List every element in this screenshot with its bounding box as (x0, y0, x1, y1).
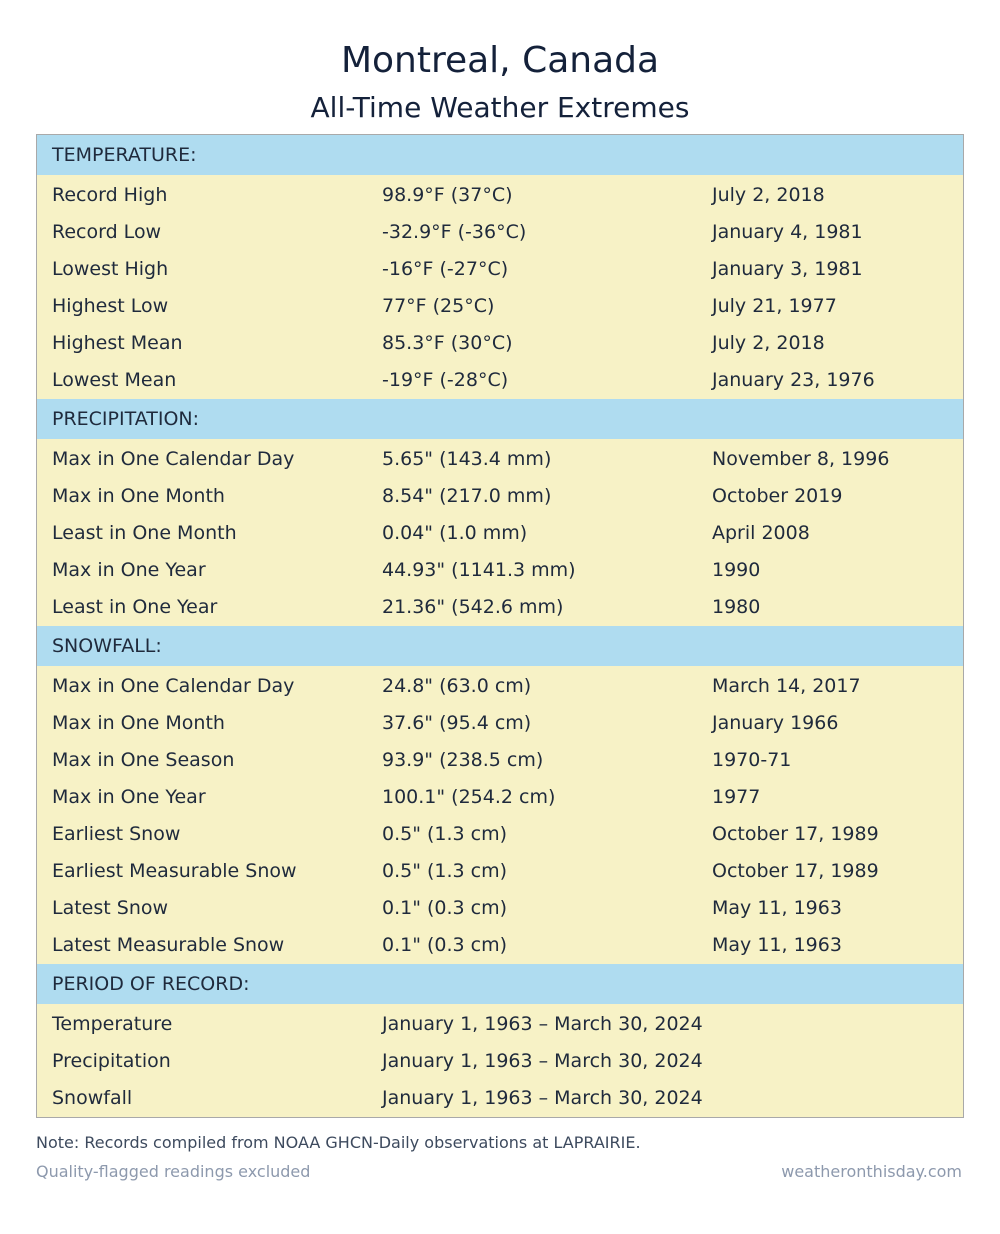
section-rows-snowfall (37, 666, 963, 964)
row-label: Record High (52, 183, 168, 206)
row-date: 1980 (712, 595, 761, 618)
row-value: 0.5" (1.3 cm) (382, 859, 508, 882)
section-rows-temperature (37, 175, 963, 399)
row-value: 85.3°F (30°C) (382, 331, 513, 354)
section-header-temperature: TEMPERATURE: (37, 135, 963, 175)
row-value: January 1, 1963 – March 30, 2024 (382, 1012, 703, 1035)
table-row (37, 741, 963, 778)
table-row (37, 889, 963, 926)
row-date: January 4, 1981 (712, 220, 863, 243)
row-value: 0.04" (1.0 mm) (382, 521, 528, 544)
table-row (37, 1005, 963, 1042)
page-title: Montreal, Canada (340, 40, 660, 81)
row-value: 0.5" (1.3 cm) (382, 822, 508, 845)
row-date: 1970-71 (712, 748, 792, 771)
page-subtitle: All-Time Weather Extremes (310, 91, 690, 124)
row-date: January 1966 (712, 711, 839, 734)
row-label: Max in One Month (52, 484, 225, 507)
row-label: Least in One Year (52, 595, 218, 618)
row-date: July 21, 1977 (712, 294, 837, 317)
row-label: Max in One Year (52, 785, 206, 808)
section-rows-period-of-record (37, 1004, 963, 1117)
table-row (37, 588, 963, 625)
table-row (37, 176, 963, 213)
row-label: Earliest Snow (52, 822, 181, 845)
table-row (37, 815, 963, 852)
row-date: January 3, 1981 (712, 257, 863, 280)
row-value: 5.65" (143.4 mm) (382, 447, 552, 470)
source-note: Note: Records compiled from NOAA GHCN-Daily observations at LAPRAIRIE. (36, 1133, 641, 1152)
row-value: 93.9" (238.5 cm) (382, 748, 544, 771)
row-value: 44.93" (1141.3 mm) (382, 558, 576, 581)
extremes-table (36, 134, 964, 1118)
section-rows-precipitation (37, 439, 963, 626)
table-row (37, 514, 963, 551)
row-label: Max in One Year (52, 558, 206, 581)
row-value: 0.1" (0.3 cm) (382, 933, 508, 956)
table-row (37, 287, 963, 324)
row-date: March 14, 2017 (712, 674, 861, 697)
row-value: January 1, 1963 – March 30, 2024 (382, 1086, 703, 1109)
row-value: 98.9°F (37°C) (382, 183, 513, 206)
row-label: Max in One Month (52, 711, 225, 734)
row-label: Latest Snow (52, 896, 169, 919)
row-date: July 2, 2018 (712, 331, 825, 354)
row-value: 37.6" (95.4 cm) (382, 711, 532, 734)
row-date: October 17, 1989 (712, 822, 879, 845)
row-value: 77°F (25°C) (382, 294, 495, 317)
row-value: 8.54" (217.0 mm) (382, 484, 552, 507)
row-value: 0.1" (0.3 cm) (382, 896, 508, 919)
row-label: Record Low (52, 220, 162, 243)
row-label: Max in One Calendar Day (52, 674, 295, 697)
row-date: October 2019 (712, 484, 843, 507)
table-row (37, 926, 963, 963)
footer-site-credit: weatheronthisday.com (781, 1162, 962, 1181)
row-label: Lowest High (52, 257, 169, 280)
row-value: 24.8" (63.0 cm) (382, 674, 532, 697)
row-date: July 2, 2018 (712, 183, 825, 206)
table-row (37, 213, 963, 250)
row-value: January 1, 1963 – March 30, 2024 (382, 1049, 703, 1072)
row-label: Precipitation (52, 1049, 171, 1072)
table-row (37, 440, 963, 477)
row-label: Least in One Month (52, 521, 237, 544)
table-row (37, 250, 963, 287)
table-row (37, 667, 963, 704)
table-row (37, 361, 963, 398)
table-row (37, 324, 963, 361)
table-row (37, 551, 963, 588)
table-row (37, 778, 963, 815)
row-label: Max in One Season (52, 748, 235, 771)
table-row (37, 852, 963, 889)
row-value: -19°F (-28°C) (382, 368, 509, 391)
row-date: April 2008 (712, 521, 810, 544)
row-date: May 11, 1963 (712, 933, 842, 956)
row-label: Lowest Mean (52, 368, 177, 391)
section-header-precipitation: PRECIPITATION: (37, 399, 963, 439)
row-date: 1990 (712, 558, 761, 581)
row-label: Highest Low (52, 294, 169, 317)
row-value: 21.36" (542.6 mm) (382, 595, 564, 618)
row-label: Highest Mean (52, 331, 183, 354)
row-label: Latest Measurable Snow (52, 933, 285, 956)
row-value: -16°F (-27°C) (382, 257, 509, 280)
row-label: Earliest Measurable Snow (52, 859, 297, 882)
row-value: -32.9°F (-36°C) (382, 220, 527, 243)
row-date: November 8, 1996 (712, 447, 890, 470)
section-header-period-of-record: PERIOD OF RECORD: (37, 964, 963, 1004)
row-label: Snowfall (52, 1086, 133, 1109)
row-date: 1977 (712, 785, 761, 808)
row-date: May 11, 1963 (712, 896, 842, 919)
table-row (37, 477, 963, 514)
row-date: January 23, 1976 (712, 368, 875, 391)
table-row (37, 1042, 963, 1079)
row-label: Temperature (52, 1012, 173, 1035)
section-header-snowfall: SNOWFALL: (37, 626, 963, 666)
row-date: October 17, 1989 (712, 859, 879, 882)
table-row (37, 1079, 963, 1116)
row-value: 100.1" (254.2 cm) (382, 785, 556, 808)
row-label: Max in One Calendar Day (52, 447, 295, 470)
table-row (37, 704, 963, 741)
footer-quality-note: Quality-flagged readings excluded (36, 1162, 311, 1181)
